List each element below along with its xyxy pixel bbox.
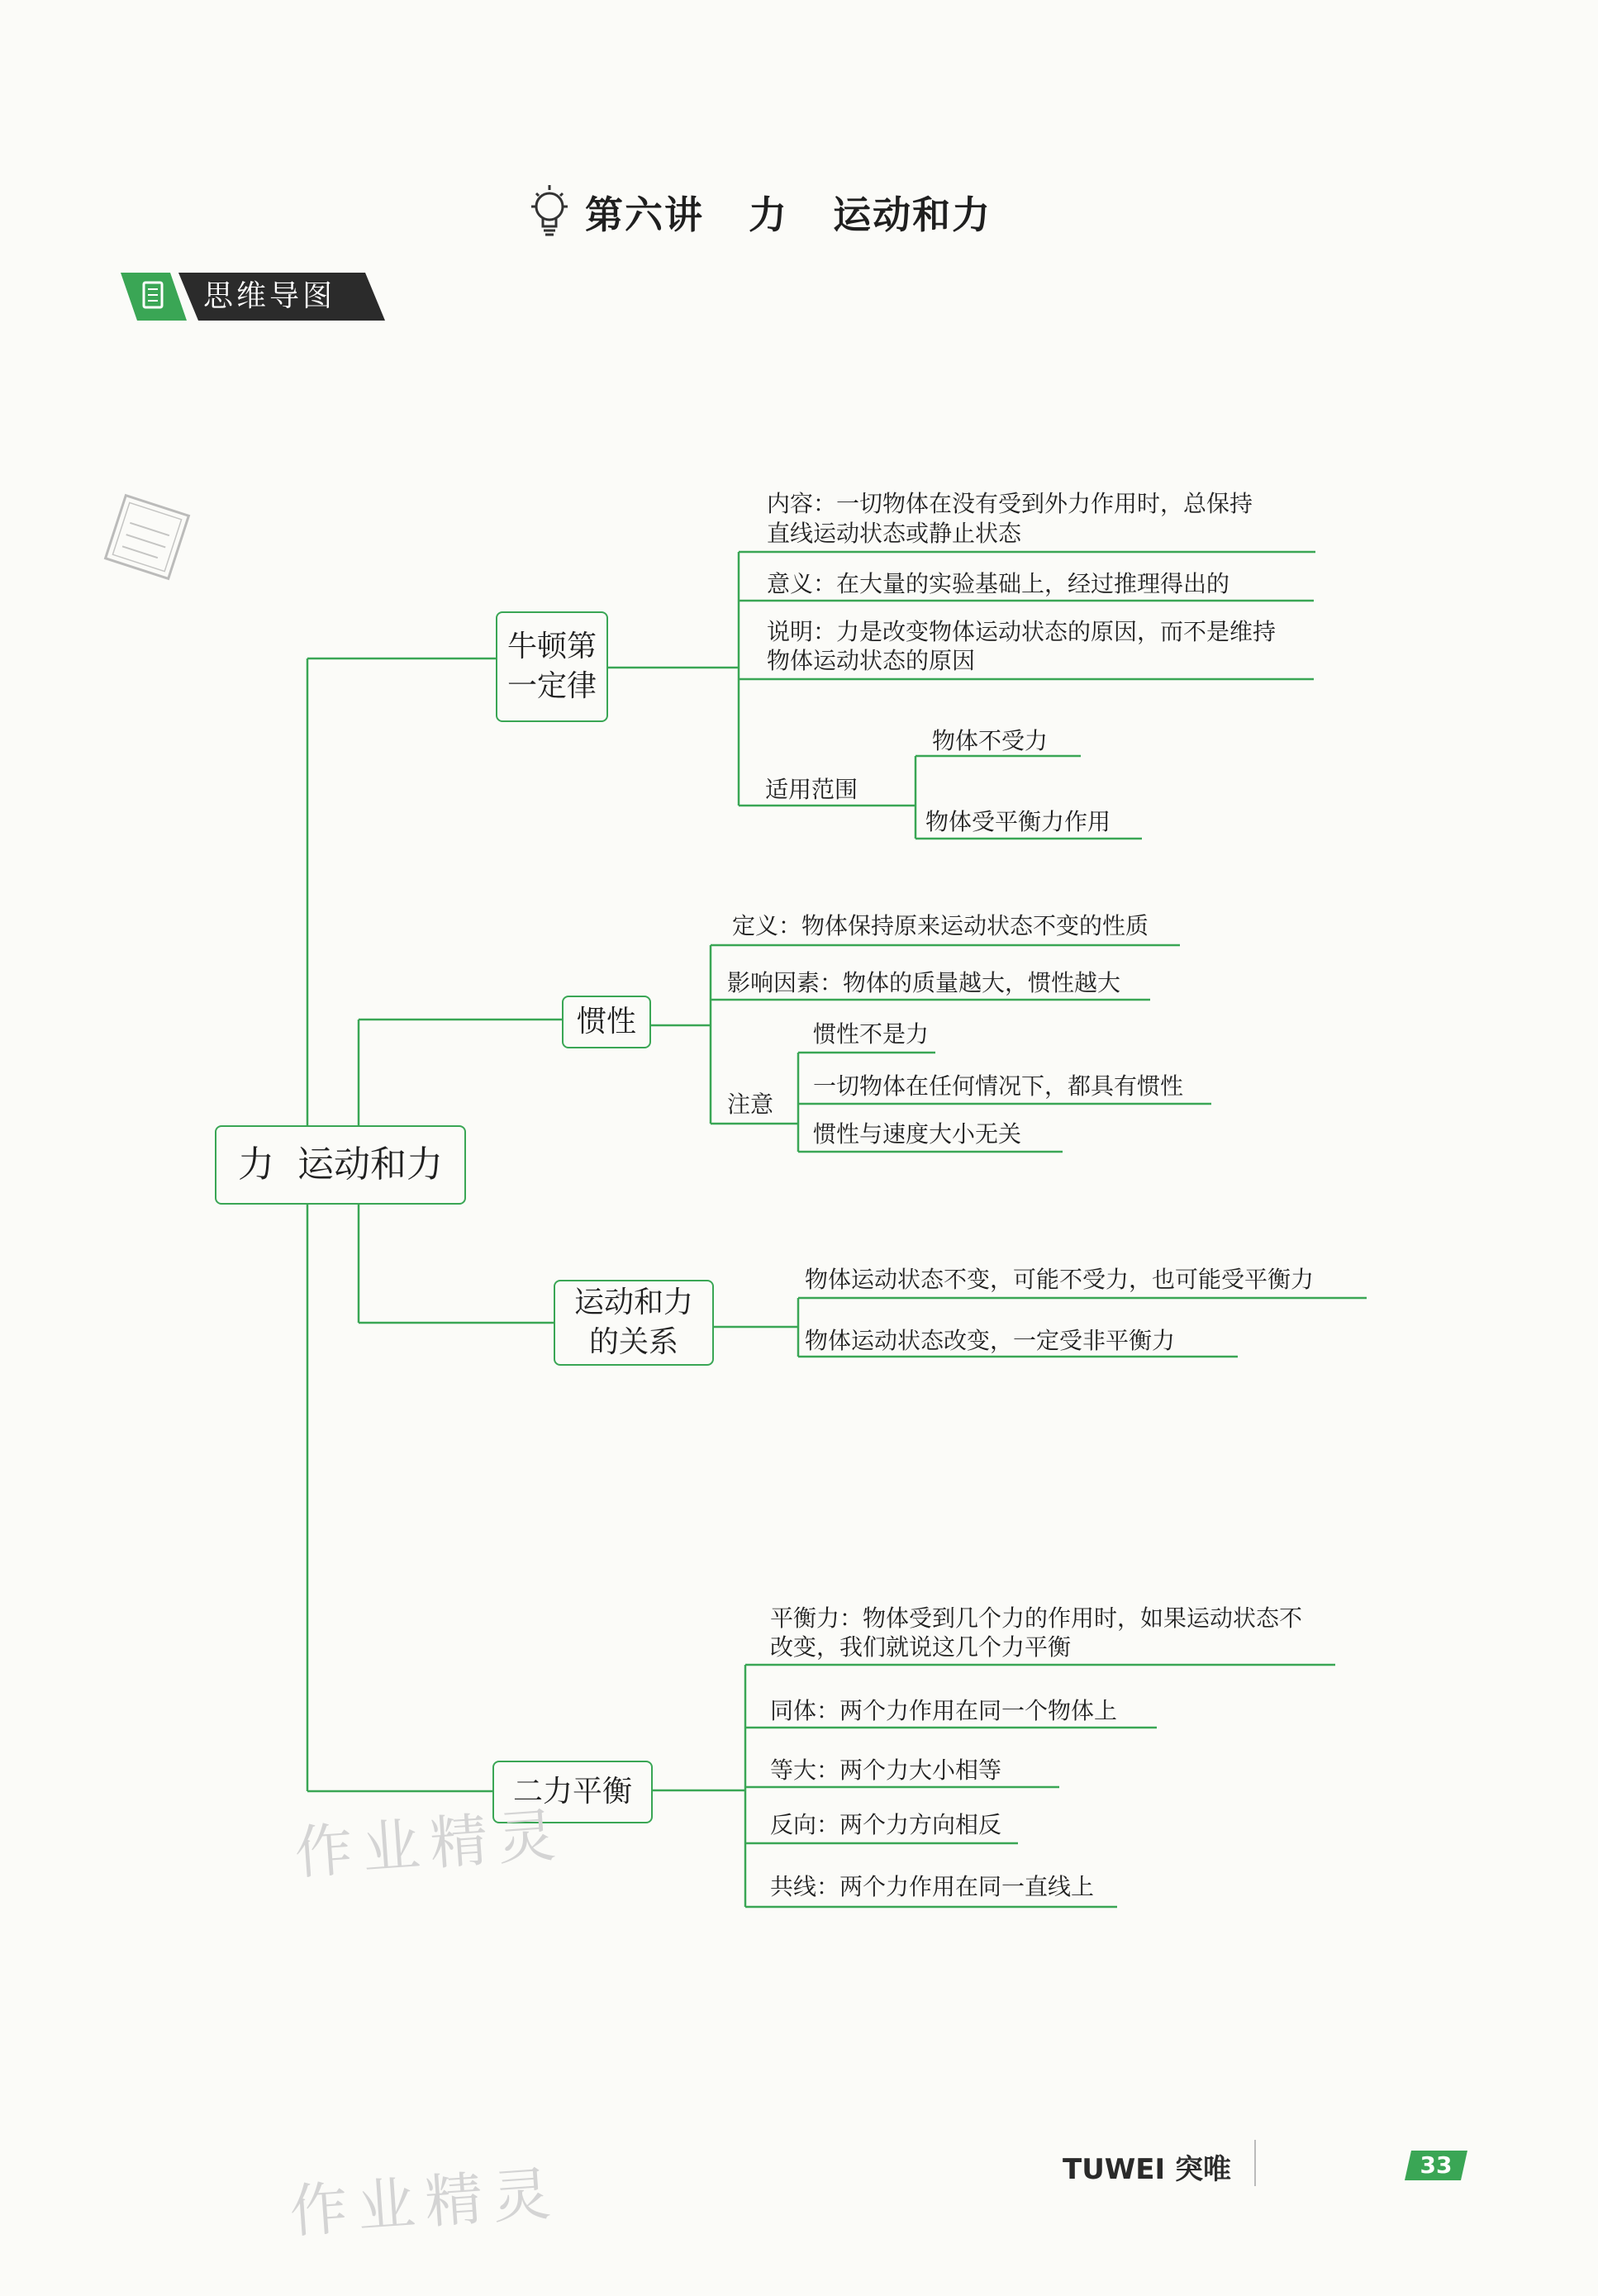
newton-scope: 适用范围 <box>765 776 858 803</box>
inertia-note: 注意 <box>727 1091 774 1118</box>
watermark: 作业精灵 <box>287 2159 563 2246</box>
root-label: 力 运动和力 <box>238 1143 443 1186</box>
relation-label-line1: 运动和力 <box>573 1286 693 1319</box>
inertia-note-item: 惯性不是力 <box>813 1020 930 1048</box>
root-node <box>215 1125 466 1205</box>
balance-item: 共线：两个力作用在同一直线上 <box>770 1873 1095 1900</box>
relation-item: 物体运动状态改变，一定受非平衡力 <box>805 1327 1176 1354</box>
inertia-label: 惯性 <box>576 1005 636 1039</box>
newton-meaning: 意义：在大量的实验基础上，经过推理得出的 <box>767 570 1230 597</box>
balance-label: 二力平衡 <box>512 1775 632 1809</box>
newton-label-line1: 牛顿第 <box>507 630 597 663</box>
inertia-definition: 定义：物体保持原来运动状态不变的性质 <box>732 912 1149 939</box>
balance-item: 反向：两个力方向相反 <box>770 1811 1002 1838</box>
newton-scope-item: 物体不受力 <box>932 727 1049 754</box>
watermark: 作业精灵 <box>292 1800 568 1888</box>
inertia-node <box>562 996 651 1048</box>
inertia-note-item: 惯性与速度大小无关 <box>813 1120 1022 1148</box>
balance-def-line1: 平衡力：物体受到几个力的作用时，如果运动状态不 <box>770 1604 1303 1632</box>
relation-node <box>554 1280 714 1366</box>
balance-item: 等大：两个力大小相等 <box>770 1756 1002 1784</box>
relation-label-line2: 的关系 <box>588 1325 678 1359</box>
newton-explain-line2: 物体运动状态的原因 <box>767 647 976 674</box>
newton-label-line2: 一定律 <box>507 669 597 703</box>
newton-content-line1: 内容：一切物体在没有受到外力作用时，总保持 <box>767 490 1253 517</box>
newton-explain-line1: 说明：力是改变物体运动状态的原因，而不是维持 <box>767 618 1277 645</box>
newton-node <box>496 611 608 722</box>
inertia-note-item: 一切物体在任何情况下，都具有惯性 <box>813 1072 1184 1100</box>
balance-item: 同体：两个力作用在同一个物体上 <box>770 1697 1118 1724</box>
section-label: 思维导图 <box>203 279 336 313</box>
newton-content-line2: 直线运动状态或静止状态 <box>767 520 1022 547</box>
brand-logo: TUWEI 突唯 <box>1063 2153 1232 2186</box>
relation-item: 物体运动状态不变，可能不受力，也可能受平衡力 <box>805 1266 1315 1293</box>
balance-def-line2: 改变，我们就说这几个力平衡 <box>770 1633 1072 1661</box>
footer-divider <box>1254 2140 1256 2186</box>
newton-scope-item: 物体受平衡力作用 <box>925 808 1111 835</box>
page-number: 33 <box>1420 2151 1453 2179</box>
inertia-factor: 影响因素：物体的质量越大，惯性越大 <box>727 969 1121 996</box>
title-text: 第六讲 力 运动和力 <box>585 193 992 237</box>
